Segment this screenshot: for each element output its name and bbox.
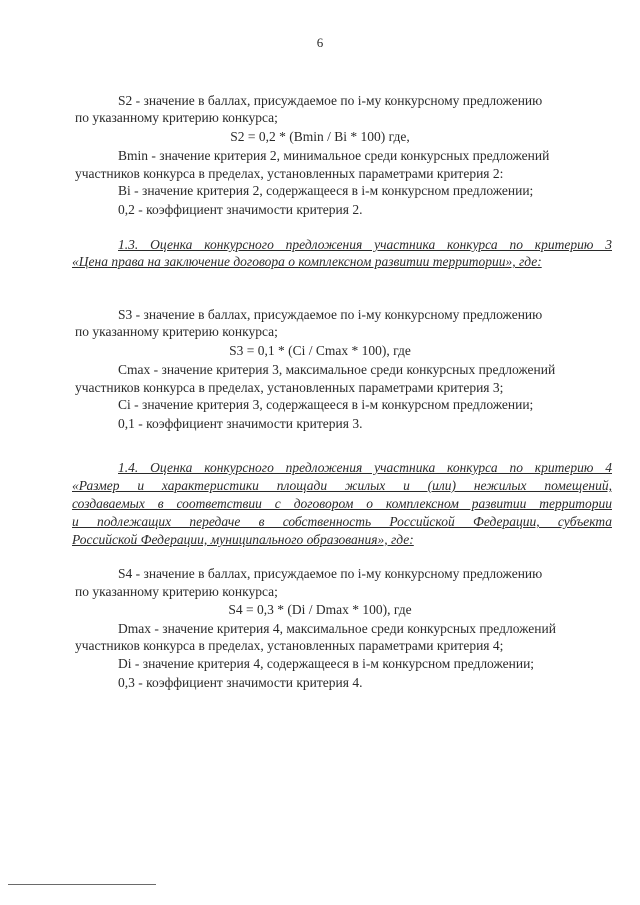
page-number: 6 bbox=[316, 35, 324, 50]
bi-definition: Bi - значение критерия 2, содержащееся в i-м конкурсном предложении; bbox=[118, 183, 534, 198]
heading-1-4-line4: и подлежащих передаче в собственность Российской Федерации, субъекта bbox=[72, 514, 612, 529]
s4-formula: S4 = 0,3 * (Di / Dmax * 100), где bbox=[228, 602, 412, 617]
s4-definition-cont: по указанному критерию конкурса; bbox=[75, 584, 278, 599]
cmax-definition: Cmax - значение критерия 3, максимальное среди конкурсных предложений bbox=[118, 362, 556, 377]
s3-definition-cont: по указанному критерию конкурса; bbox=[75, 324, 278, 339]
heading-1-4-line1: 1.4. Оценка конкурсного предложения участника конкурса по критерию 4 bbox=[118, 460, 612, 475]
bmin-definition-cont: участников конкурса в пределах, установленных параметрами критерия 2: bbox=[75, 166, 504, 181]
coefficient-4: 0,3 - коэффициент значимости критерия 4. bbox=[118, 675, 363, 690]
coefficient-2: 0,2 - коэффициент значимости критерия 2. bbox=[118, 202, 363, 217]
di-definition: Di - значение критерия 4, содержащееся в i-м конкурсном предложении; bbox=[118, 656, 535, 671]
coefficient-3: 0,1 - коэффициент значимости критерия 3. bbox=[118, 416, 363, 431]
bmin-definition: Bmin - значение критерия 2, минимальное среди конкурсных предложений bbox=[118, 148, 550, 163]
s2-definition-cont: по указанному критерию конкурса; bbox=[75, 110, 278, 125]
heading-1-4-line2: «Размер и характеристики площади жилых и (или) нежилых помещений, bbox=[72, 478, 612, 493]
ci-definition: Ci - значение критерия 3, содержащееся в i-м конкурсном предложении; bbox=[118, 397, 534, 412]
footnote-divider bbox=[8, 884, 156, 885]
heading-1-3-line2: «Цена права на заключение договора о комплексном развитии территории», где: bbox=[72, 254, 542, 269]
heading-1-3-line1: 1.3. Оценка конкурсного предложения участника конкурса по критерию 3 bbox=[118, 237, 612, 252]
dmax-definition: Dmax - значение критерия 4, максимальное среди конкурсных предложений bbox=[118, 621, 556, 636]
s2-formula: S2 = 0,2 * (Bmin / Bi * 100) где, bbox=[230, 129, 410, 144]
dmax-definition-cont: участников конкурса в пределах, установленных параметрами критерия 4; bbox=[75, 638, 504, 653]
cmax-definition-cont: участников конкурса в пределах, установленных параметрами критерия 3; bbox=[75, 380, 504, 395]
s4-definition: S4 - значение в баллах, присуждаемое по i-му конкурсному предложению bbox=[118, 566, 543, 581]
s2-definition: S2 - значение в баллах, присуждаемое по i-му конкурсному предложению bbox=[118, 93, 543, 108]
heading-1-4-line3: создаваемых в соответствии с договором о комплексном развитии территории bbox=[72, 496, 612, 511]
s3-definition: S3 - значение в баллах, присуждаемое по i-му конкурсному предложению bbox=[118, 307, 543, 322]
heading-1-4-line5: Российской Федерации, муниципального образования», где: bbox=[72, 532, 414, 547]
s3-formula: S3 = 0,1 * (Ci / Cmax * 100), где bbox=[229, 343, 411, 358]
